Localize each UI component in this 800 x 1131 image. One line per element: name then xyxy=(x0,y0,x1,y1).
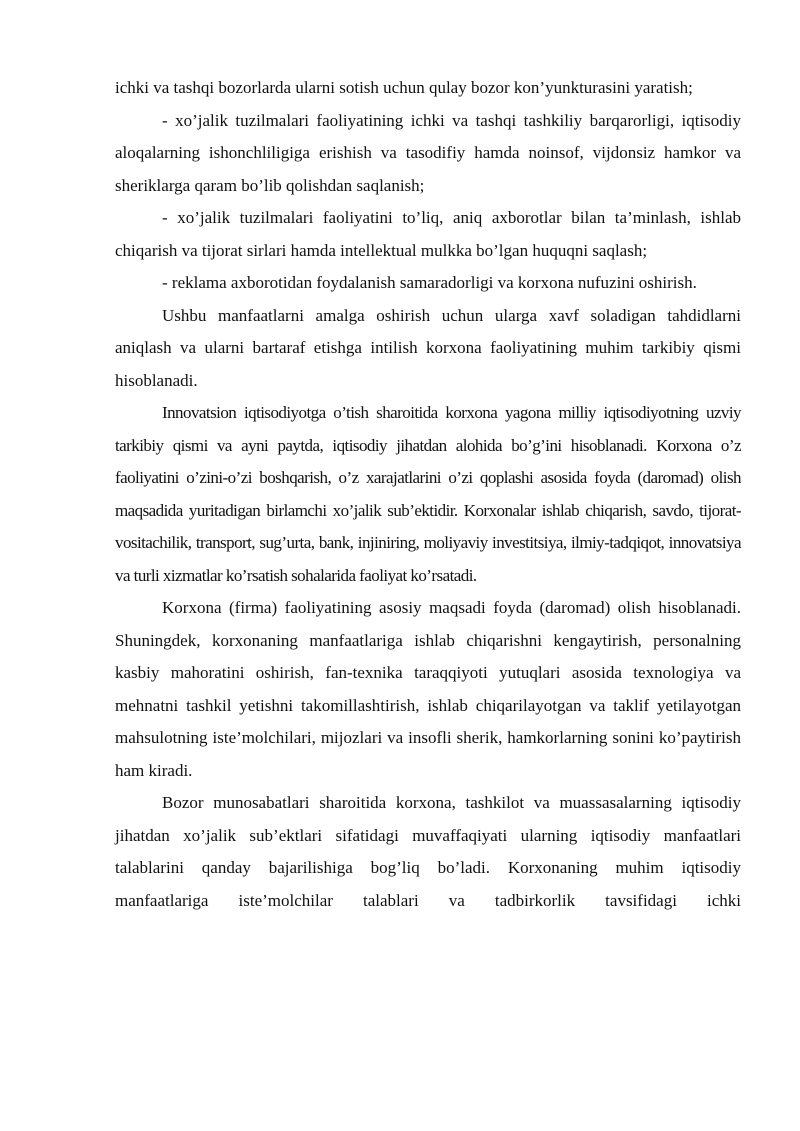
paragraph-market-relations: Bozor munosabatlari sharoitida korxona, tashkilot va muassasalarning iqtisodiy jihatdan xo’jalik sub’ektlari sifatidagi muvaffaqiyati ularning iqtisodiy manfaatlari talablarini qanday bajarilishiga bog’liq bo’ladi. Korxonaning muhim iqtisodiy manfaatlariga iste’molchilar talablari va tadbirkorlik tavsifidagi ichki xyxy=(115,793,741,910)
paragraph-threats: Ushbu manfaatlarni amalga oshirish uchun ularga xavf soladigan tahdidlarni aniqlash va ularni bartaraf etishga intilish korxona faoliyatining muhim tarkibiy qismi hisoblanadi. xyxy=(115,305,741,390)
paragraph-continuation: ichki va tashqi bozorlarda ularni sotish uchun qulay bozor kon’yunkturasini yaratish; xyxy=(115,78,693,97)
list-item-stability: - xo’jalik tuzilmalari faoliyatining ichki va tashqi tashkiliy barqarorligi, iqtisodiy aloqalarning ishonchliligiga erishish va tasodifiy hamda noinsof, vijdonsiz hamkor va sheriklarga qaram bo’lib qolishdan saqlanish; xyxy=(115,110,741,195)
list-item-advertising: - reklama axborotidan foydalanish samaradorligi va korxona nufuzini oshirish. xyxy=(162,273,697,292)
paragraph-enterprise-goal: Korxona (firma) faoliyatining asosiy maqsadi foyda (daromad) olish hisoblanadi. Shuningdek, korxonaning manfaatlariga ishlab chiqarishni kengaytirish, personalning kasbiy mahoratini oshirish, fan-texnika taraqqiyoti yutuqlari asosida texnologiya va mehnatni tashkil yetishni takomillashtirish, ishlab chiqarilayotgan va taklif yetilayotgan mahsulotning iste’molchilari, mijozlari va insofli sherik, hamkorlarning sonini ko’paytirish ham kiradi. xyxy=(115,598,741,780)
list-item-information: - xo’jalik tuzilmalari faoliyatini to’liq, aniq axborotlar bilan ta’minlash, ishlab chiqarish va tijorat sirlari hamda intellektual mulkka bo’lgan huquqni saqlash; xyxy=(115,208,741,260)
document-page xyxy=(115,72,741,917)
paragraph-innovation-economy: Innovatsion iqtisodiyotga o’tish sharoitida korxona yagona milliy iqtisodiyotning uzviy tarkibiy qismi va ayni paytda, iqtisodiy jihatdan alohida bo’g’ini hisoblanadi. Korxona o’z faoliyatini o’zini-o’zi boshqarish, o’z xarajatlarini o’zi qoplashi asosida foyda (daromad) olish maqsadida yuritadigan birlamchi xo’jalik sub’ektidir. Korxonalar ishlab chiqarish, savdo, tijorat-vositachilik, transport, sug’urta, bank, injiniring, moliyaviy investitsiya, ilmiy-tadqiqot, innovatsiya va turli xizmatlar ko’rsatish sohalarida faoliyat ko’rsatadi. xyxy=(115,403,741,585)
